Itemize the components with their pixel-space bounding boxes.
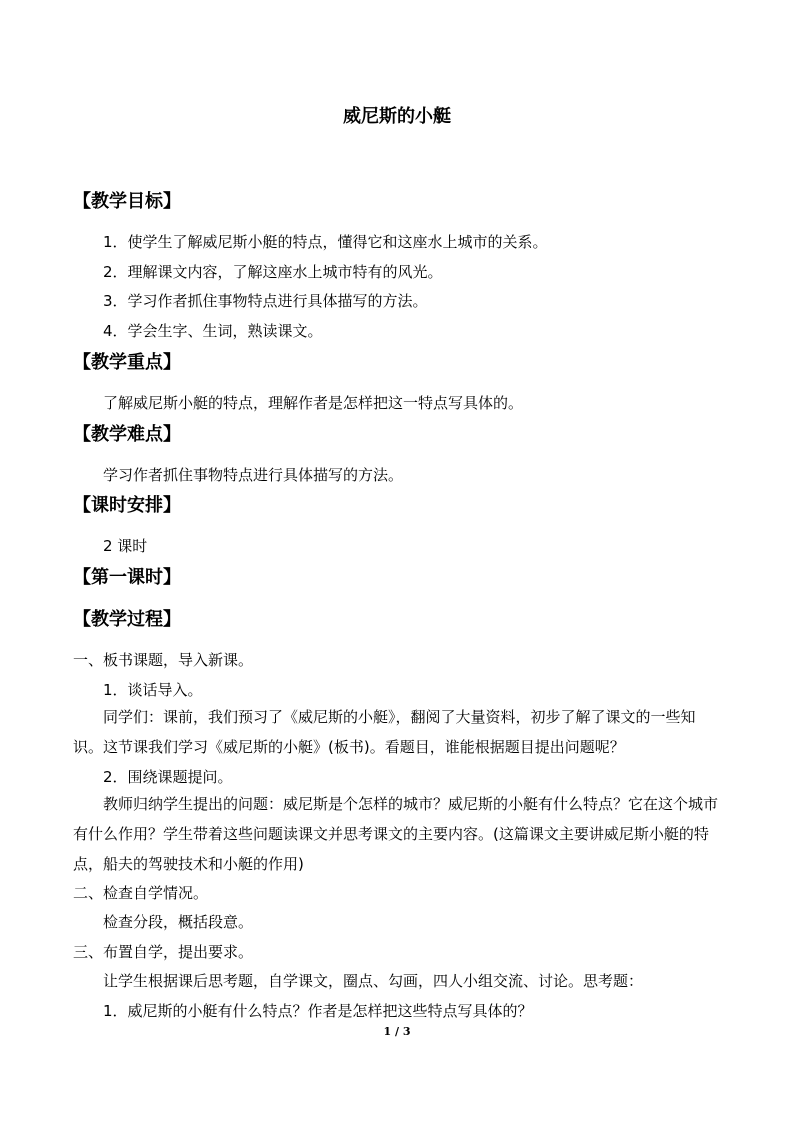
- process-step-1: 一、板书课题，导入新课。: [73, 651, 254, 669]
- objective-item-1: 1．使学生了解威尼斯小艇的特点，懂得它和这座水上城市的关系。: [103, 233, 548, 251]
- schedule-text: 2 课时: [103, 537, 148, 555]
- process-step-1-1-text: 同学们：课前，我们预习了《威尼斯的小艇》，翻阅了大量资料，初步了解了课文的一些知识。这节课我们学习《威尼斯的小艇》(板书)。看题目，谁能根据题目提出问题呢？: [73, 708, 696, 756]
- process-step-2-text: 检查分段，概括段意。: [103, 913, 254, 931]
- page-number: 1 / 3: [383, 1025, 411, 1038]
- heading-key-points: 【教学重点】: [73, 352, 181, 373]
- process-step-1-2: 2．围绕课题提问。: [103, 768, 233, 786]
- process-step-2: 二、检查自学情况。: [73, 884, 209, 902]
- objective-item-2: 2．理解课文内容，了解这座水上城市特有的风光。: [103, 263, 443, 281]
- key-points-text: 了解威尼斯小艇的特点，理解作者是怎样把这一特点写具体的。: [103, 394, 524, 412]
- heading-first-lesson: 【第一课时】: [73, 567, 181, 588]
- process-step-3-text: 让学生根据课后思考题，自学课文，圈点、勾画，四人小组交流、讨论。思考题：: [103, 972, 644, 990]
- document-title: 威尼斯的小艇: [343, 106, 451, 127]
- heading-objectives: 【教学目标】: [73, 191, 181, 212]
- process-step-3-question-1: 1．威尼斯的小艇有什么特点？作者是怎样把这些特点写具体的？: [103, 1002, 533, 1020]
- process-step-3: 三、布置自学，提出要求。: [73, 943, 254, 961]
- heading-difficulties: 【教学难点】: [73, 424, 181, 445]
- difficulties-text: 学习作者抓住事物特点进行具体描写的方法。: [103, 466, 404, 484]
- process-step-1-1: 1．谈话导入。: [103, 681, 203, 699]
- heading-schedule: 【课时安排】: [73, 495, 181, 516]
- heading-process: 【教学过程】: [73, 609, 181, 630]
- objective-item-4: 4．学会生字、生词，熟读课文。: [103, 322, 323, 340]
- process-step-1-2-text: 教师归纳学生提出的问题：威尼斯是个怎样的城市？威尼斯的小艇有什么特点？它在这个城市有什么作用？学生带着这些问题读课文并思考课文的主要内容。(这篇课文主要讲威尼斯小艇的特点，船夫的驾驶技术和小艇的作用): [73, 795, 719, 873]
- objective-item-3: 3．学习作者抓住事物特点进行具体描写的方法。: [103, 292, 428, 310]
